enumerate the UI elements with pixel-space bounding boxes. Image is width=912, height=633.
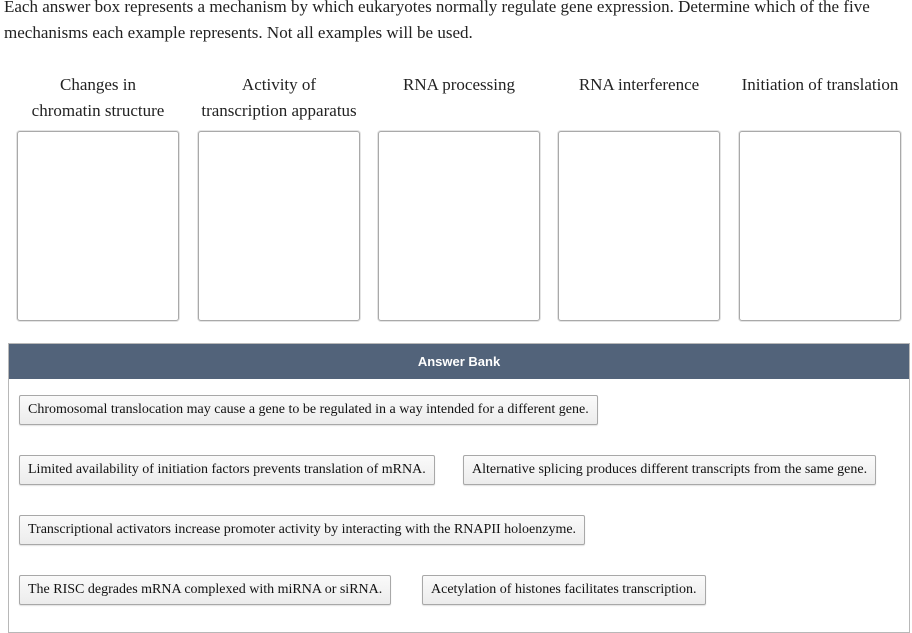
drop-box-rna-interference[interactable] (558, 131, 720, 321)
drop-box-translation[interactable] (739, 131, 901, 321)
answer-bank (8, 343, 910, 633)
category-label-line1: Activity of (241, 75, 317, 94)
answer-chip-risc[interactable]: The RISC degrades mRNA complexed with miRNA or siRNA. (19, 575, 391, 605)
category-headers (0, 72, 912, 132)
drop-box-chromatin[interactable] (17, 131, 179, 321)
category-label-translation (730, 72, 910, 98)
answer-chip-initiation-factors[interactable]: Limited availability of initiation factors prevents translation of mRNA. (19, 455, 435, 485)
answer-chip-translocation[interactable]: Chromosomal translocation may cause a gene to be regulated in a way intended for a different gene. (19, 395, 598, 425)
drop-box-rna-processing[interactable] (378, 131, 540, 321)
category-label-line1: Changes in (59, 75, 137, 94)
instructions-text: Each answer box represents a mechanism by which eukaryotes normally regulate gene expression. Determine which of the five mechanisms each example represents. Not all examples will be used. (4, 0, 870, 42)
drop-box-transcription[interactable] (198, 131, 360, 321)
category-label-line1: RNA processing (403, 75, 515, 94)
answer-chip-histone-acetylation[interactable]: Acetylation of histones facilitates transcription. (422, 575, 706, 605)
answer-chip-transcriptional-activators[interactable]: Transcriptional activators increase promoter activity by interacting with the RNAPII holoenzyme. (19, 515, 585, 545)
category-label-rna-processing (377, 72, 541, 98)
answer-bank-title: Answer Bank (9, 344, 909, 379)
category-label-transcription (190, 72, 368, 124)
category-label-line1: Initiation of translation (741, 75, 899, 94)
category-label-chromatin (16, 72, 180, 124)
category-label-line2: chromatin structure (31, 101, 165, 120)
category-label-rna-interference (557, 72, 721, 98)
category-label-line2: transcription apparatus (201, 101, 357, 120)
category-label-line1: RNA interference (578, 75, 700, 94)
answer-chip-alternative-splicing[interactable]: Alternative splicing produces different transcripts from the same gene. (463, 455, 876, 485)
